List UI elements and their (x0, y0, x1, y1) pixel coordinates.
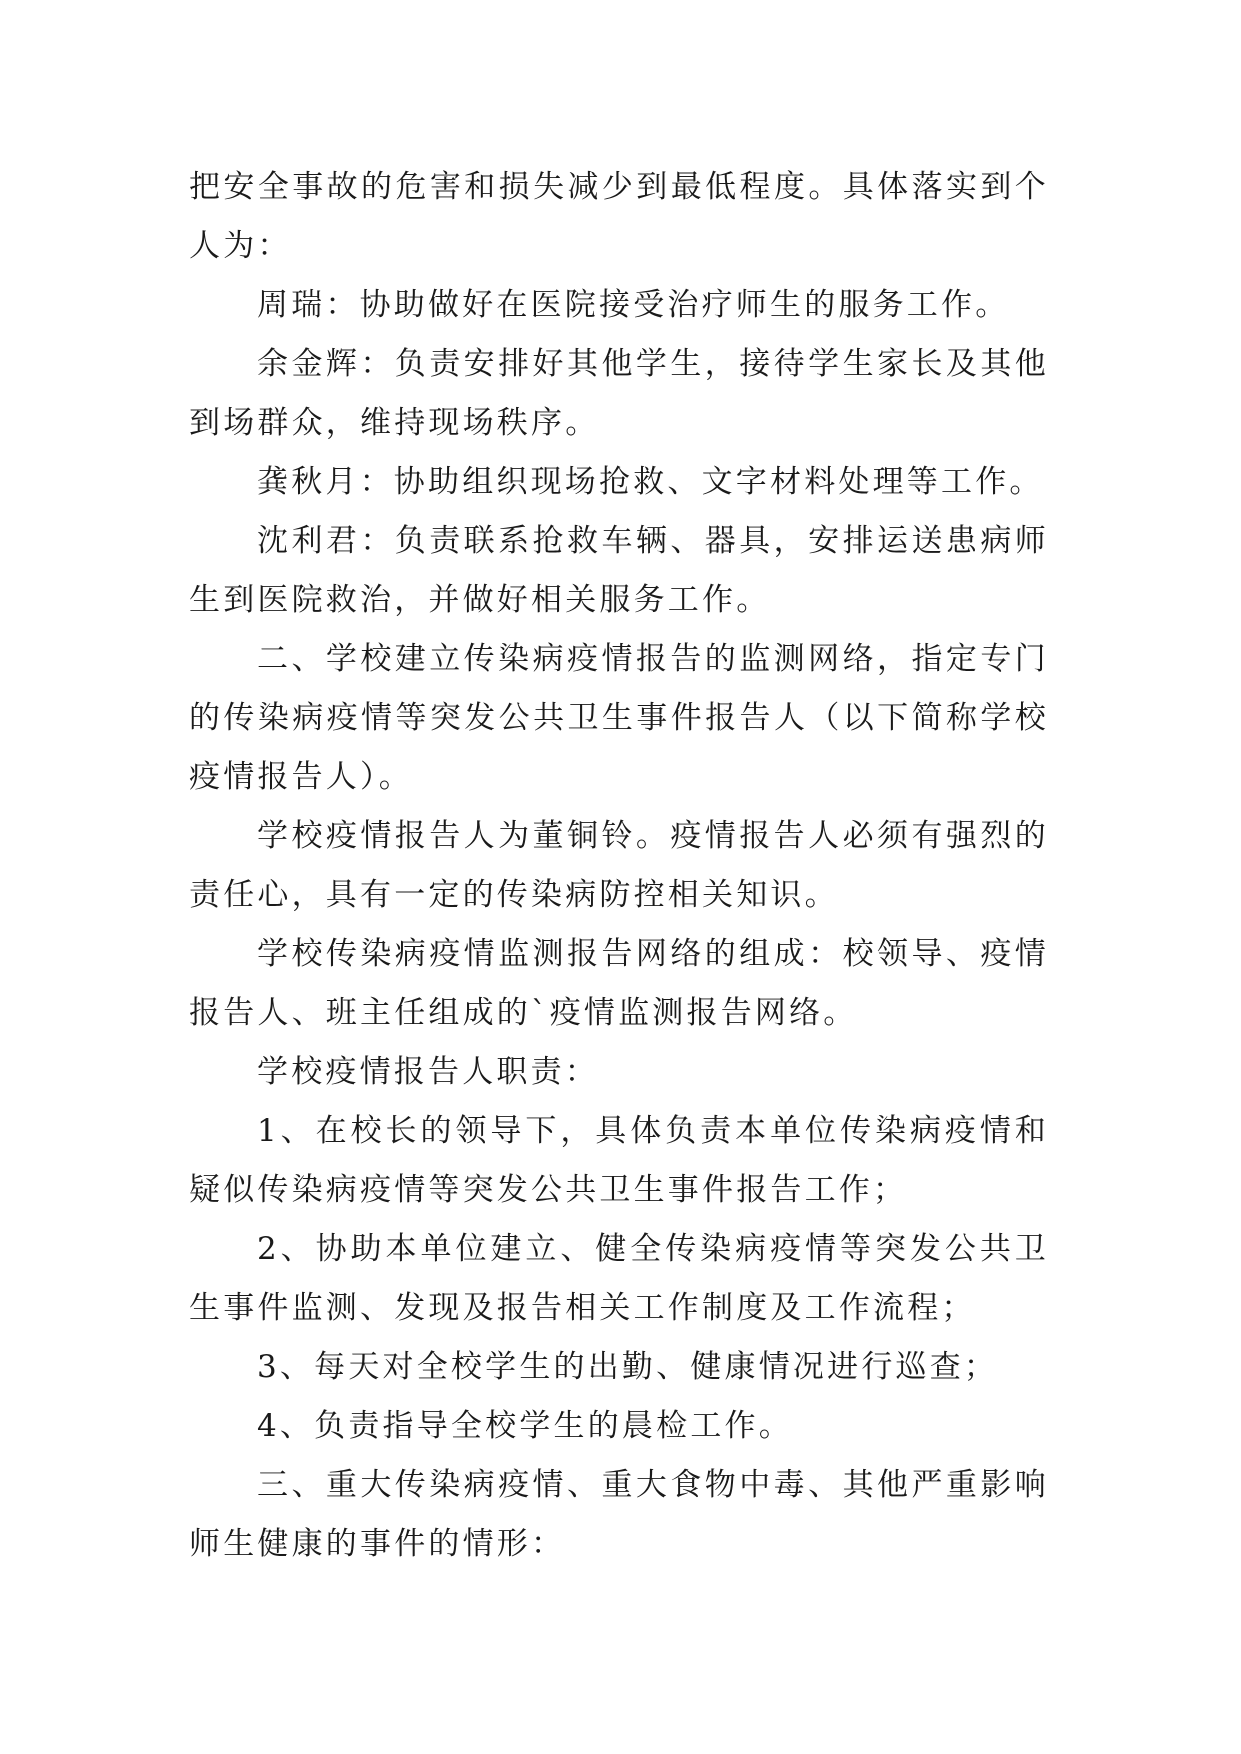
paragraph-yu-jinhui: 余金辉：负责安排好其他学生，接待学生家长及其他到场群众，维持现场秩序。 (189, 346, 1049, 441)
paragraph-duty-1: 1、在校长的领导下，具体负责本单位传染病疫情和疑似传染病疫情等突发公共卫生事件报告工作； (189, 1113, 1049, 1208)
paragraph-zhou-rui: 周瑞：协助做好在医院接受治疗师生的服务工作。 (257, 287, 1010, 323)
paragraph-network: 学校传染病疫情监测报告网络的组成：校领导、疫情报告人、班主任组成的`疫情监测报告网络。 (189, 936, 1049, 1031)
paragraph-duty-3: 3、每天对全校学生的出勤、健康情况进行巡查； (257, 1349, 999, 1385)
paragraph-duties-heading: 学校疫情报告人职责： (257, 1054, 599, 1090)
paragraph-gong-qiuyue: 龚秋月：协助组织现场抢救、文字材料处理等工作。 (257, 464, 1044, 500)
paragraph-duty-2: 2、协助本单位建立、健全传染病疫情等突发公共卫生事件监测、发现及报告相关工作制度及工作流程； (189, 1231, 1049, 1326)
paragraph-section-three: 三、重大传染病疫情、重大食物中毒、其他严重影响师生健康的事件的情形： (189, 1467, 1049, 1562)
paragraph-section-two: 二、学校建立传染病疫情报告的监测网络，指定专门的传染病疫情等突发公共卫生事件报告人（以下简称学校疫情报告人）。 (189, 641, 1049, 795)
paragraph-shen-lijun: 沈利君：负责联系抢救车辆、器具，安排运送患病师生到医院救治，并做好相关服务工作。 (189, 523, 1049, 618)
paragraph-continuation: 把安全事故的危害和损失减少到最低程度。具体落实到个人为： (189, 169, 1049, 264)
document-body (189, 158, 1049, 1574)
paragraph-duty-4: 4、负责指导全校学生的晨检工作。 (257, 1408, 793, 1444)
paragraph-reporter: 学校疫情报告人为董铜铃。疫情报告人必须有强烈的责任心，具有一定的传染病防控相关知识。 (189, 818, 1049, 913)
